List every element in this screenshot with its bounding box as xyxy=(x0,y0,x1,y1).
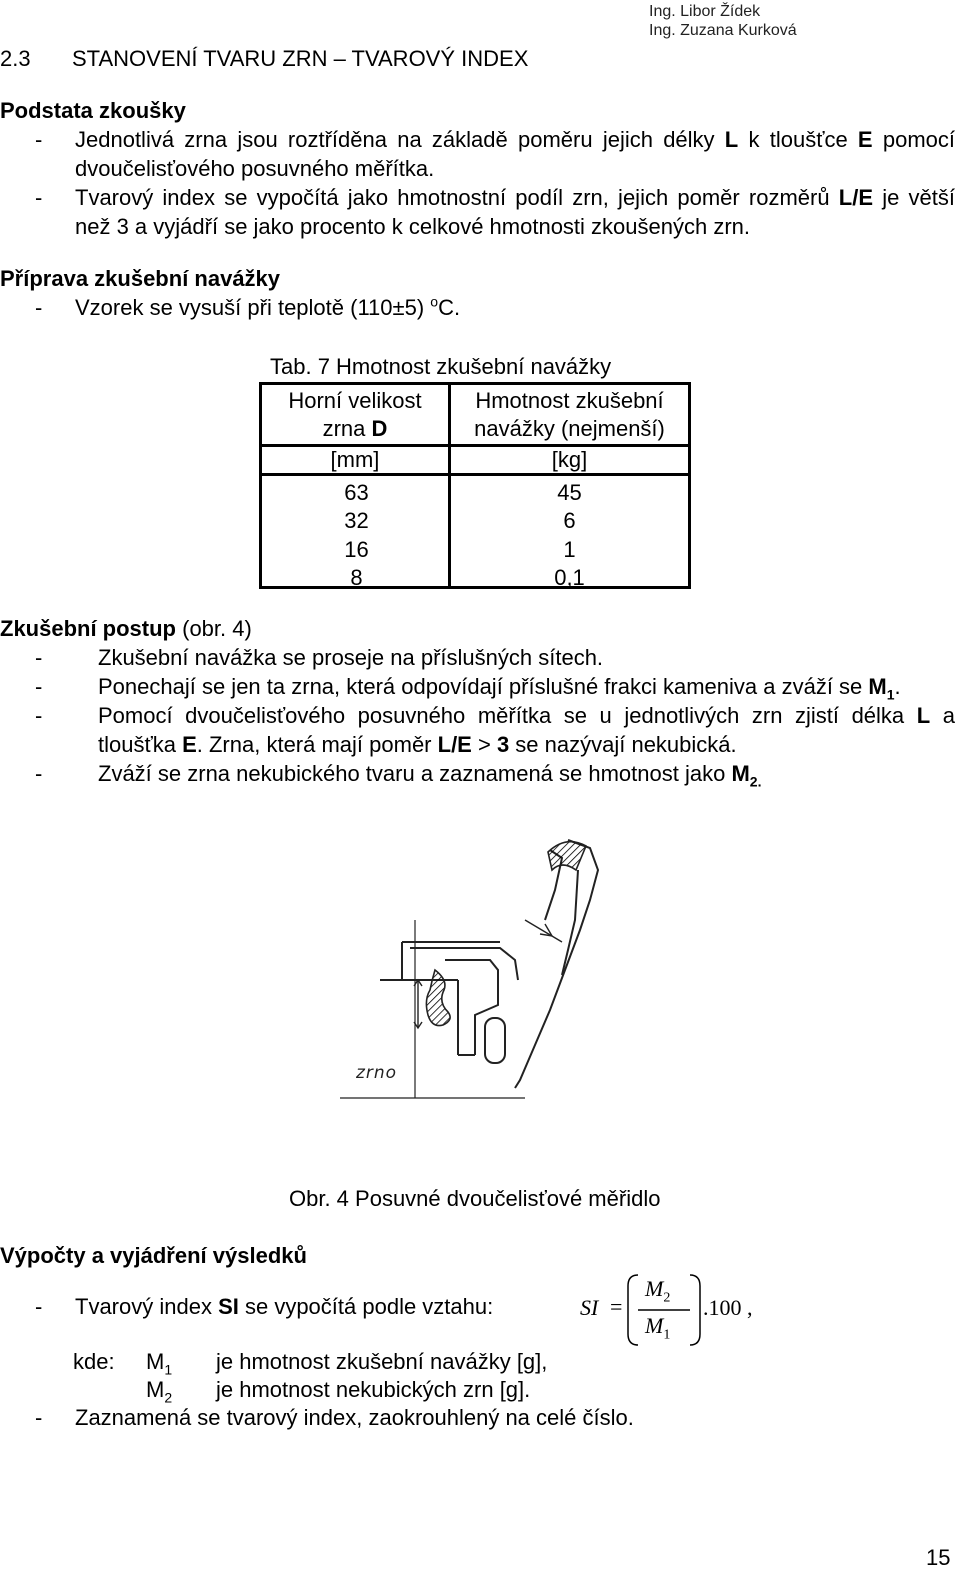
postup-item-3: - Pomocí dvoučelisťového posuvného měřítka se u jednotlivých zrn zjistí délka L a tloušťka E. Zrna, která mají poměr L/E > 3 se nazývají nekubická. xyxy=(35,703,955,757)
table-row: 63 45 xyxy=(344,480,582,505)
kde-text-2: je hmotnost nekubických zrn [g]. xyxy=(216,1377,531,1402)
table-row: 8 0,1 xyxy=(350,565,585,590)
priprava-section xyxy=(0,264,955,322)
formula-tail: .100 , xyxy=(703,1295,753,1320)
podstata-item-2: - Tvarový index se vypočítá jako hmotnostní podíl zrn, jejich poměr rozměrů L/E je větší než 3 a vyjádří se jako procento k celkové hmotnosti zkoušených zrn. xyxy=(35,185,955,239)
priprava-item-1: - Vzorek se vysuší při teplotě (110±5) $^o$C. xyxy=(35,293,461,320)
table-caption: Tab. 7 Hmotnost zkušební navážky xyxy=(270,354,612,379)
caliper-main-body xyxy=(380,942,518,1063)
podstata-heading: Podstata zkoušky xyxy=(0,98,186,123)
table-row: 32 6 xyxy=(344,508,576,533)
figure-caption: Obr. 4 Posuvné dvoučelisťové měřidlo xyxy=(289,1186,661,1211)
table-unit-col2: [kg] xyxy=(551,447,588,472)
kde-label: kde: xyxy=(73,1349,115,1374)
formula-lhs: SI xyxy=(580,1295,599,1320)
table-header-col2: Hmotnost zkušební navážky (nejmenší) xyxy=(474,388,665,441)
table-7 xyxy=(259,382,691,589)
podstata-item-1: - Jednotlivá zrna jsou roztříděna na základě poměru jejich délky L k tloušťce E pomocí dvoučelisťového posuvného měřítka. xyxy=(35,127,955,181)
vypocty-item-1: - xyxy=(35,1294,43,1319)
priprava-heading: Příprava zkušební navážky xyxy=(0,266,281,291)
postup-heading: Zkušební postup (obr. 4) xyxy=(0,616,252,641)
kde-text-1: je hmotnost zkušební navážky [g], xyxy=(216,1349,548,1374)
formula-numerator: $M_2$ xyxy=(645,1276,671,1306)
table-body xyxy=(262,478,688,592)
table-unit-col1: [mm] xyxy=(330,447,380,472)
table-row: 16 1 xyxy=(344,537,576,562)
postup-section xyxy=(0,614,955,788)
podstata-section xyxy=(0,96,955,241)
vypocty-heading: Výpočty a vyjádření výsledků xyxy=(0,1243,307,1268)
section-number: 2.3 xyxy=(0,46,31,71)
kde-symbol-1: $M_1$ xyxy=(146,1349,173,1378)
page-number: 15 xyxy=(926,1545,951,1570)
author-1: Ing. Libor Žídek xyxy=(649,3,761,20)
vypocty-item-2-dash: - xyxy=(35,1405,43,1430)
grain-cross-section xyxy=(426,970,450,1026)
author-2: Ing. Zuzana Kurková xyxy=(649,22,797,39)
kde-symbol-2: $M_2$ xyxy=(146,1377,173,1406)
postup-item-2: - Ponechají se jen ta zrna, která odpovídají příslušné frakci kameniva a zváží se $M_1$. xyxy=(35,674,901,703)
postup-item-4: - Zváží se zrna nekubického tvaru a zaznamená se hmotnost jako $M_{2.}$ xyxy=(35,761,762,790)
caliper-upper-jaw xyxy=(515,840,598,1088)
postup-item-1: - Zkušební navážka se proseje na příslušných sítech. xyxy=(35,645,604,670)
vypocty-item-1-text: Tvarový index SI se vypočítá podle vztahu: xyxy=(75,1294,494,1319)
figure-label-zrno: zrno xyxy=(356,1063,398,1083)
section-title: STANOVENÍ TVARU ZRN – TVAROVÝ INDEX xyxy=(72,46,529,71)
vypocty-item-2: Zaznamená se tvarový index, zaokrouhlený na celé číslo. xyxy=(75,1405,634,1430)
formula-denominator: $M_1$ xyxy=(645,1313,671,1343)
caliper-figure xyxy=(340,830,640,1100)
caliper-jaw-hatched-tip xyxy=(548,842,586,870)
formula-equals: = xyxy=(610,1294,623,1319)
table-header-col1: Horní velikost zrna D xyxy=(288,388,422,441)
